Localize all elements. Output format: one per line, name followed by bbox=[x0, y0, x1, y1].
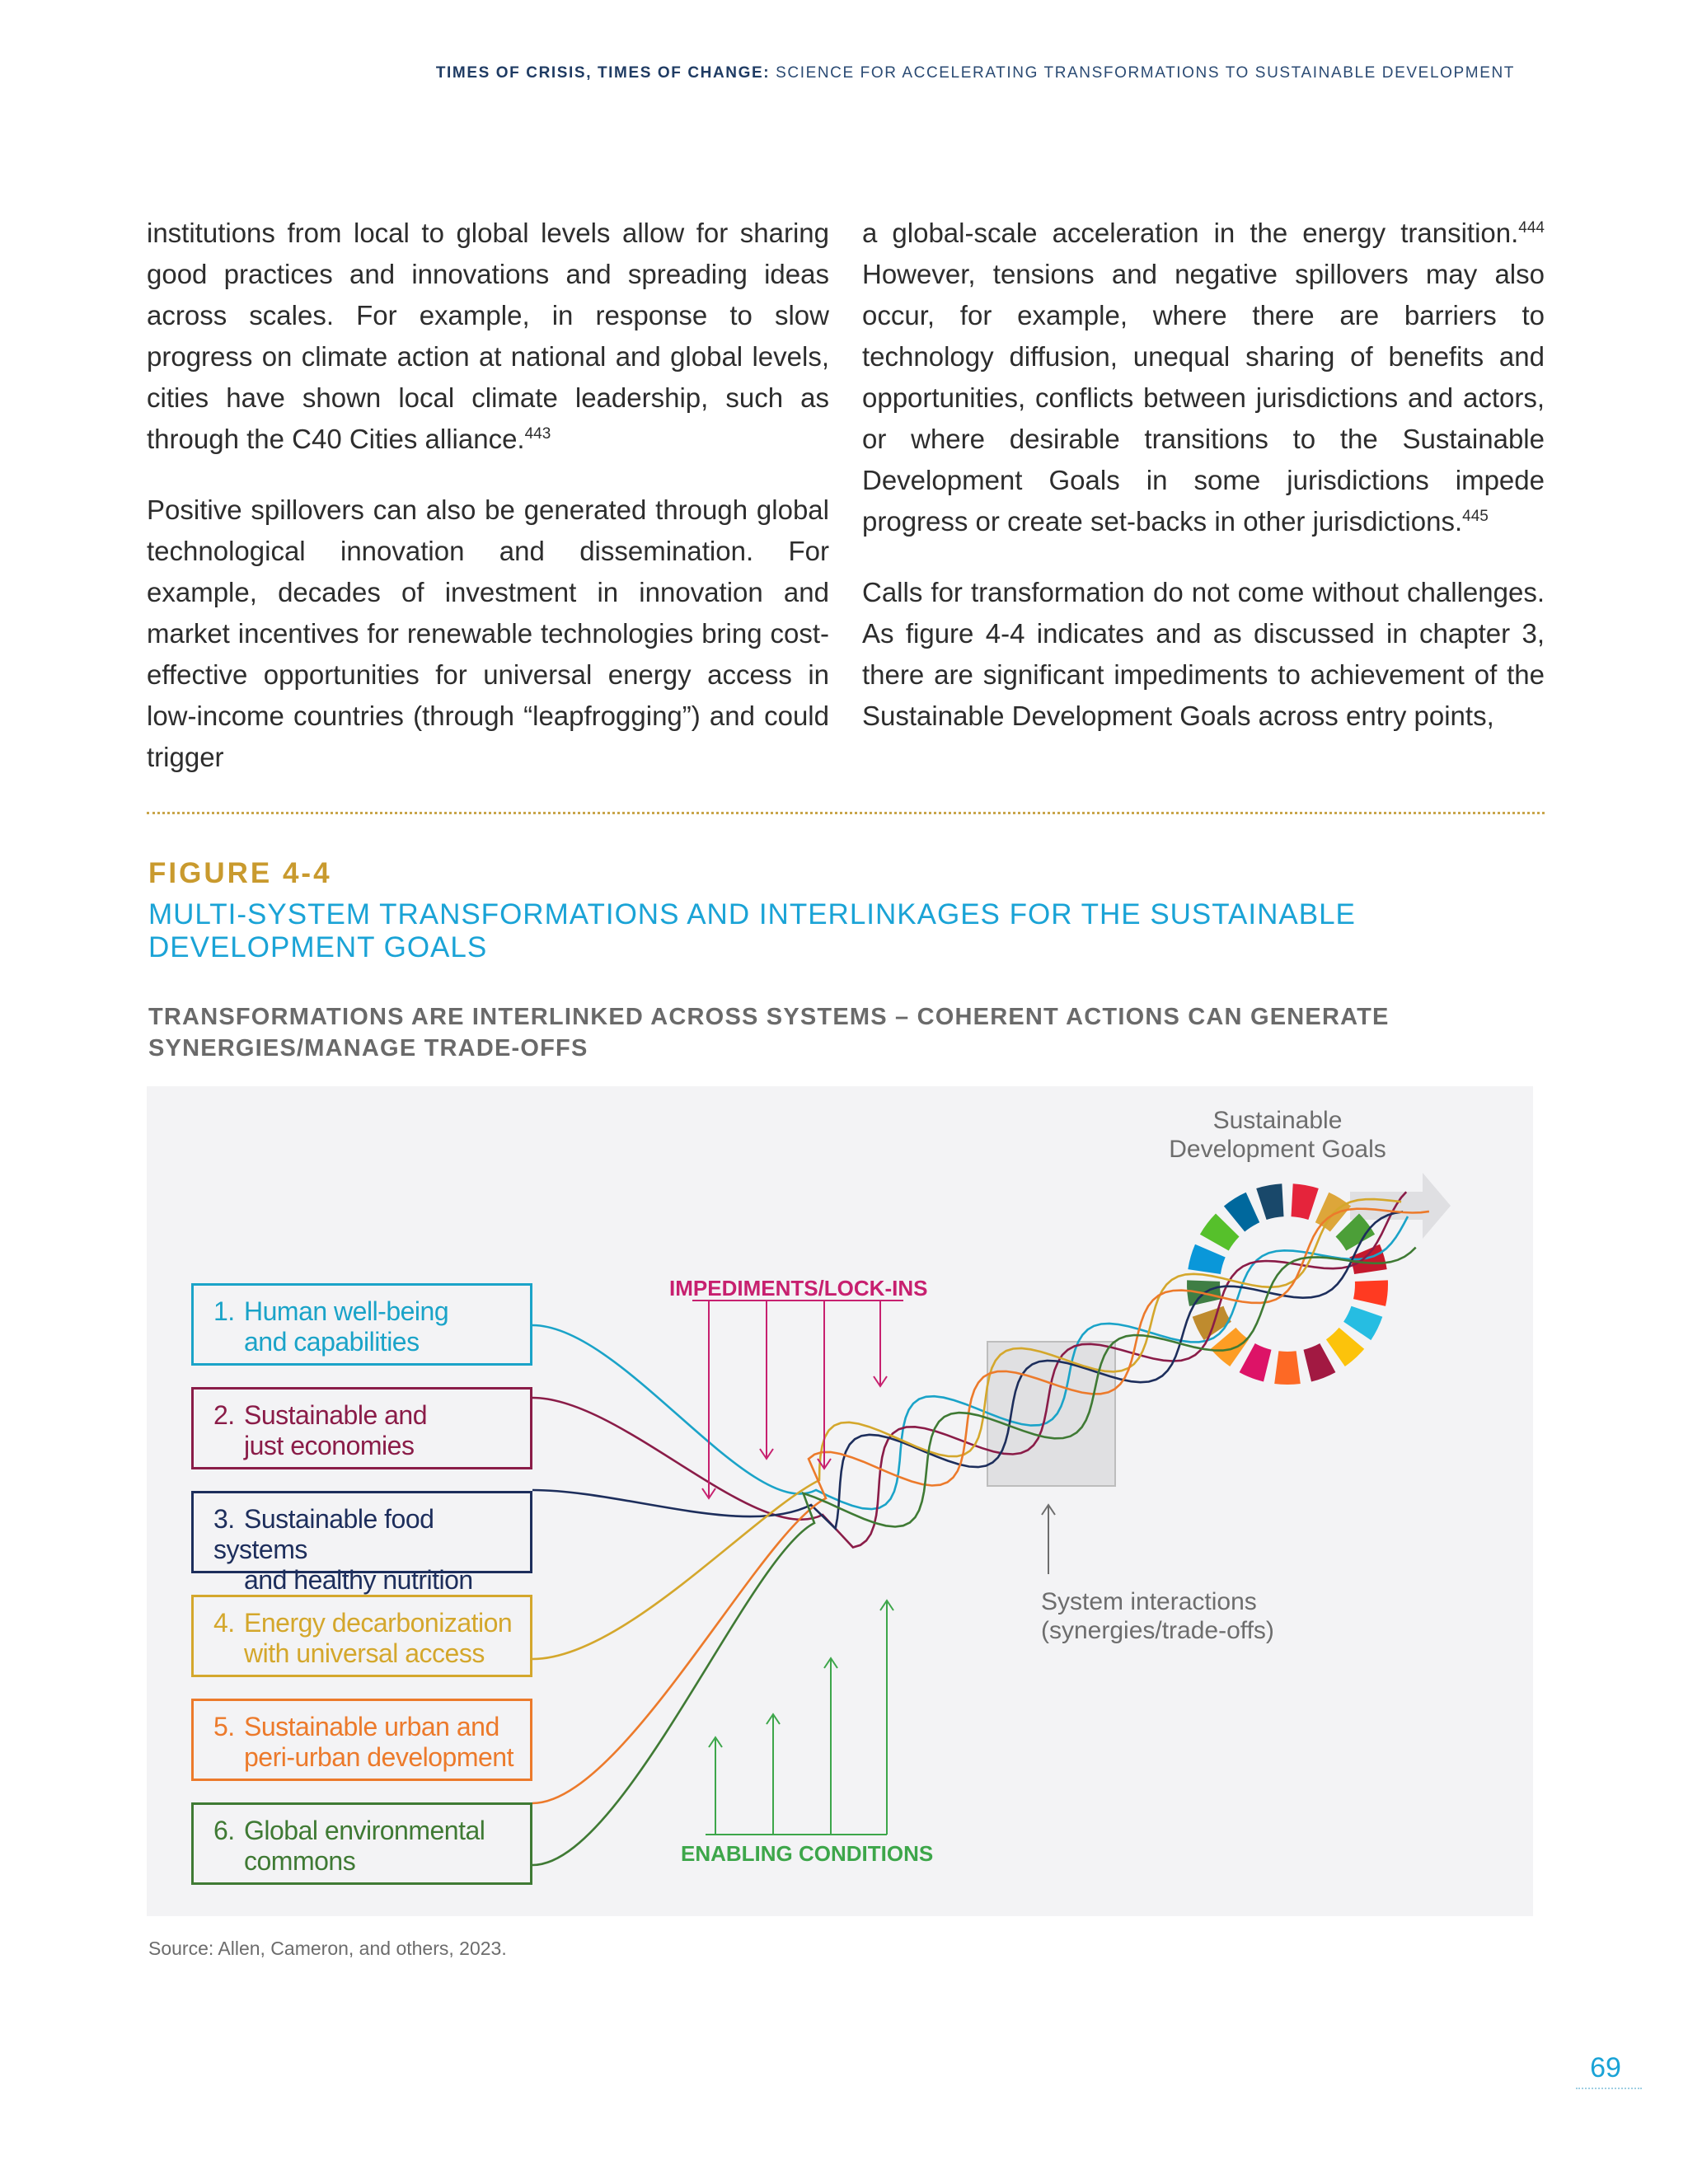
paragraph-text: a global-scale acceleration in the energy transition. bbox=[862, 218, 1519, 248]
sdg-segment bbox=[1274, 1351, 1301, 1385]
flow-line-6 bbox=[532, 1248, 1416, 1865]
running-header-rest: SCIENCE FOR ACCELERATING TRANSFORMATIONS TO SUSTAINABLE DEVELOPMENT bbox=[770, 64, 1515, 82]
impediments-label: IMPEDIMENTS/LOCK-INS bbox=[669, 1276, 928, 1301]
system-box-4 bbox=[191, 1595, 532, 1677]
paragraph-text: institutions from local to global levels allow for sharing good practices and innovations and spreading ideas across scales. For example, in response to slow progress on climate action at national and global levels, cities have shown local climate leadership, such as through the C40 Cities alliance. bbox=[147, 218, 829, 454]
running-header-bold: TIMES OF CRISIS, TIMES OF CHANGE: bbox=[435, 64, 771, 82]
paragraph-text: Positive spillovers can also be generated through global technological innovation and dissemination. For example, decades of investment in innovation and market incentives for renewable technologies bring cost-effective opportunities for universal energy access in low-income countries (through “leapfrogging”) and could trigger bbox=[147, 494, 829, 772]
system-label-line1: Sustainable food systems bbox=[213, 1504, 434, 1564]
page-number-rule bbox=[1576, 2088, 1642, 2089]
section-divider bbox=[147, 812, 1545, 814]
flow-line-1 bbox=[532, 1216, 1408, 1509]
system-label-line2: just economies bbox=[244, 1431, 415, 1460]
figure-subtitle: TRANSFORMATIONS ARE INTERLINKED ACROSS SYSTEMS – COHERENT ACTIONS CAN GENERATE SYNERGIES/MANAGE TRADE-OFFS bbox=[148, 1004, 1390, 1062]
system-number: 6. bbox=[213, 1816, 235, 1845]
running-header bbox=[0, 64, 1515, 82]
system-number: 2. bbox=[213, 1400, 235, 1430]
system-label-line2: commons bbox=[244, 1846, 356, 1876]
footnote-ref[interactable]: 444 bbox=[1518, 219, 1545, 237]
sdg-segment bbox=[1343, 1306, 1382, 1340]
right-column bbox=[862, 213, 1545, 766]
enabling-arrows bbox=[706, 1601, 893, 1835]
system-label-line2: peri-urban development bbox=[244, 1742, 513, 1772]
sdg-segment bbox=[1224, 1193, 1259, 1232]
paragraph bbox=[147, 490, 829, 778]
system-number: 4. bbox=[213, 1608, 235, 1638]
system-label-line2: and healthy nutrition bbox=[244, 1565, 473, 1595]
paragraph bbox=[147, 213, 829, 460]
system-box-6 bbox=[191, 1802, 532, 1885]
system-label-line2: with universal access bbox=[244, 1638, 485, 1668]
left-column bbox=[147, 213, 829, 808]
sdg-segment bbox=[1211, 1328, 1249, 1366]
sdg-segment bbox=[1200, 1214, 1240, 1251]
system-label-line1: Sustainable and bbox=[244, 1400, 428, 1430]
system-box-5 bbox=[191, 1699, 532, 1781]
system-label-line1: Human well-being bbox=[244, 1296, 449, 1326]
sdg-segment bbox=[1292, 1183, 1319, 1220]
flow-line-2 bbox=[532, 1192, 1406, 1547]
sdg-segment bbox=[1193, 1306, 1231, 1340]
system-box-1 bbox=[191, 1283, 532, 1366]
system-box-3 bbox=[191, 1491, 532, 1595]
system-number: 1. bbox=[213, 1296, 235, 1326]
paragraph bbox=[862, 572, 1545, 737]
paragraph bbox=[862, 213, 1545, 542]
figure-title: MULTI-SYSTEM TRANSFORMATIONS AND INTERLINKAGES FOR THE SUSTAINABLE DEVELOPMENT GOALS bbox=[148, 898, 1356, 963]
system-label-line1: Global environmental bbox=[244, 1816, 485, 1845]
transformation-flows bbox=[532, 1192, 1429, 1865]
page-number: 69 bbox=[1590, 2052, 1621, 2083]
system-interactions-label-line: (synergies/trade-offs) bbox=[1041, 1617, 1274, 1644]
system-interactions-label bbox=[1041, 1587, 1274, 1645]
paragraph-text: However, tensions and negative spillovers may also occur, for example, where there are barriers to technology diffusion, unequal sharing of benefits and opportunities, conflicts between jurisdictions and actors, or where desirable transitions to the Sustainable Development Goals in some jurisdictions impede progress or create set-backs in other jurisdictions. bbox=[862, 259, 1545, 537]
system-label-line2: and capabilities bbox=[244, 1327, 420, 1357]
footnote-ref[interactable]: 445 bbox=[1462, 508, 1489, 525]
footnote-ref[interactable]: 443 bbox=[524, 425, 551, 443]
figure-source: Source: Allen, Cameron, and others, 2023. bbox=[148, 1938, 507, 1959]
sdg-segment bbox=[1188, 1244, 1225, 1274]
system-label-line1: Energy decarbonization bbox=[244, 1608, 513, 1638]
system-interactions-label-line: System interactions bbox=[1041, 1588, 1257, 1615]
sdg-segment bbox=[1353, 1280, 1388, 1306]
sdg-segment bbox=[1256, 1183, 1283, 1220]
impediment-arrows bbox=[692, 1301, 903, 1498]
system-number: 5. bbox=[213, 1712, 235, 1741]
paragraph-text: Calls for transformation do not come without challenges. As figure 4-4 indicates and as discussed in chapter 3, there are significant impediments to achievement of the Sustainable Development Goals across entry points, bbox=[862, 577, 1545, 731]
flow-line-3 bbox=[532, 1212, 1403, 1528]
sdg-segment bbox=[1304, 1343, 1336, 1382]
enabling-conditions-label: ENABLING CONDITIONS bbox=[681, 1841, 934, 1866]
system-box-2 bbox=[191, 1387, 532, 1469]
system-label-line1: Sustainable urban and bbox=[244, 1712, 499, 1741]
system-number: 3. bbox=[213, 1504, 235, 1534]
sdg-segment bbox=[1326, 1328, 1364, 1366]
system-interactions-box bbox=[987, 1342, 1115, 1486]
sdg-label: Sustainable Development Goals bbox=[1169, 1107, 1386, 1163]
sdg-segment bbox=[1240, 1343, 1272, 1382]
figure-label: FIGURE 4-4 bbox=[148, 857, 332, 889]
system-interactions-arrow bbox=[1042, 1505, 1055, 1574]
